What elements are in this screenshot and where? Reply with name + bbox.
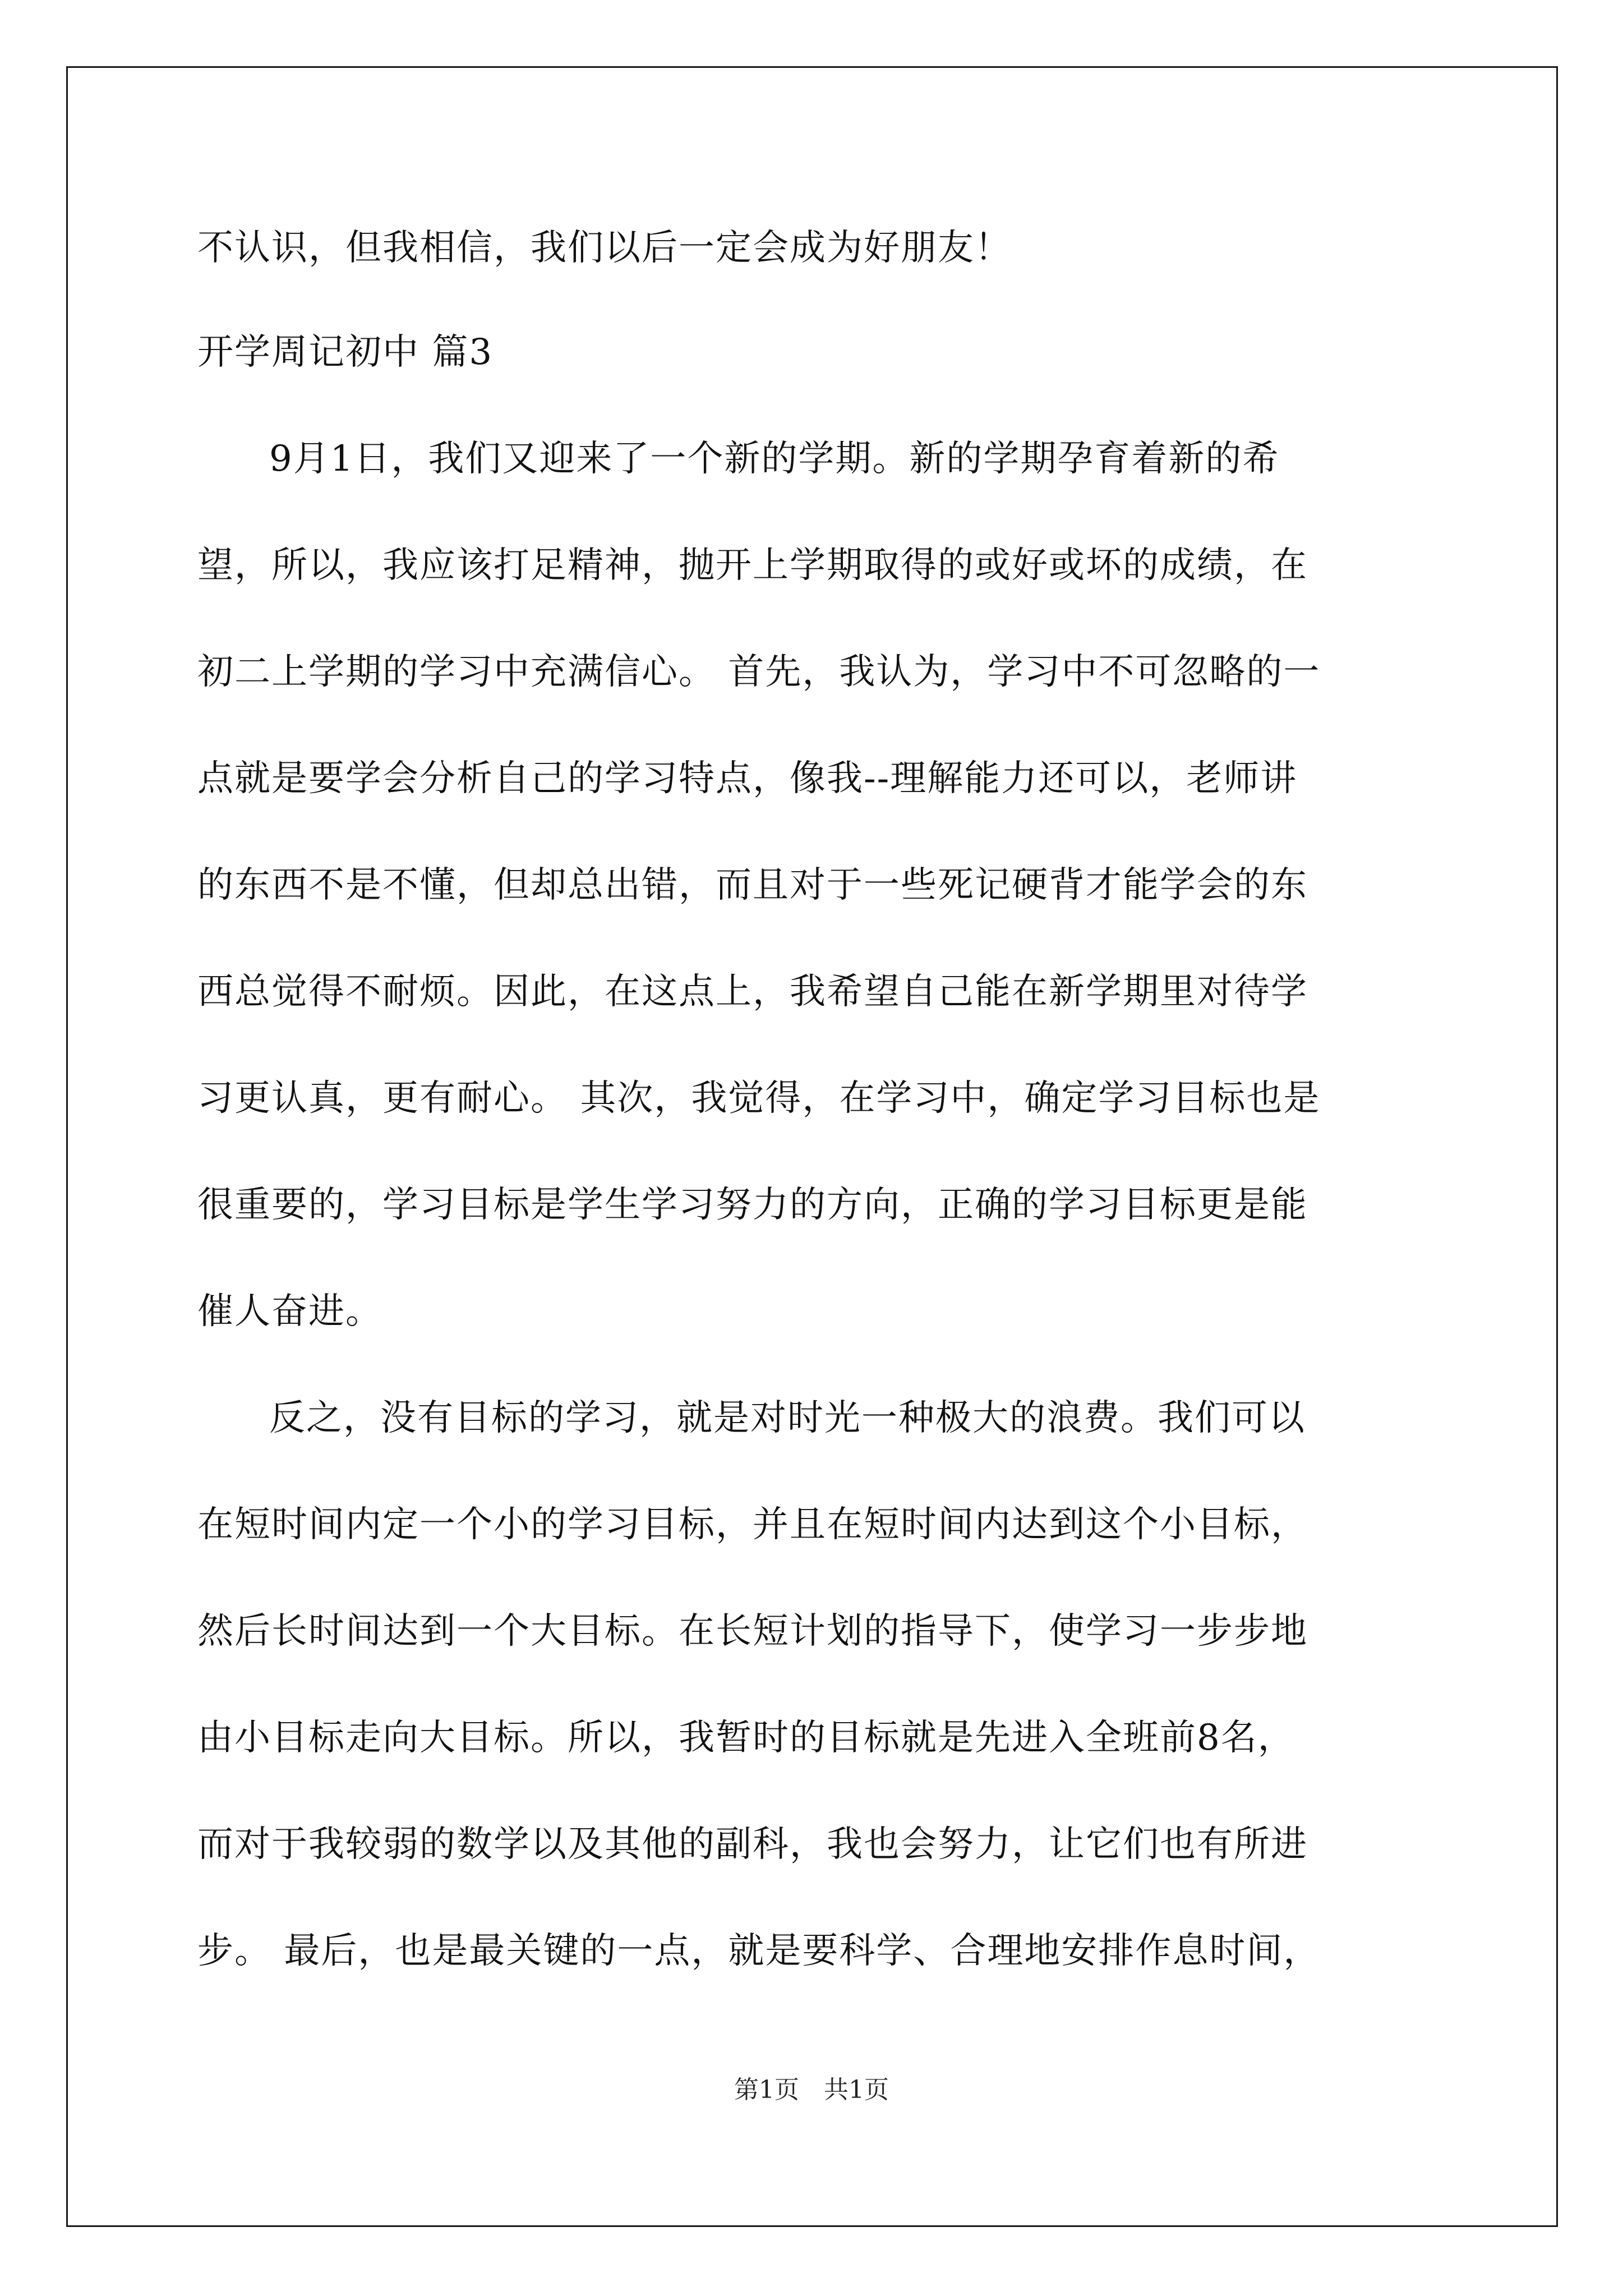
section-heading: 开学周记初中 篇3 bbox=[197, 332, 494, 373]
paragraph-1-line: 望，所以，我应该打足精神，抛开上学期取得的或好或坏的成绩，在 bbox=[197, 545, 1308, 586]
page-number-footer: 第1页 共1页 bbox=[734, 2076, 889, 2104]
paragraph-2-line: 而对于我较弱的数学以及其他的副科，我也会努力，让它们也有所进 bbox=[197, 1824, 1308, 1865]
paragraph-2-line: 步。 最后，也是最关键的一点，就是要科学、合理地安排作息时间， bbox=[197, 1930, 1321, 1972]
paragraph-2-line: 由小目标走向大目标。所以，我暂时的目标就是先进入全班前8名， bbox=[197, 1717, 1295, 1759]
paragraph-1-line: 的东西不是不懂，但却总出错，而且对于一些死记硬背才能学会的东 bbox=[197, 864, 1308, 906]
paragraph-1-line: 习更认真，更有耐心。 其次，我觉得，在学习中，确定学习目标也是 bbox=[197, 1078, 1321, 1119]
page-border bbox=[66, 66, 1558, 2227]
paragraph-2-line: 然后长时间达到一个大目标。在长短计划的指导下，使学习一步步地 bbox=[197, 1611, 1308, 1652]
paragraph-1-line: 9月1日，我们又迎来了一个新的学期。新的学期孕育着新的希 bbox=[269, 438, 1280, 480]
paragraph-2-line: 在短时间内定一个小的学习目标，并且在短时间内达到这个小目标， bbox=[197, 1504, 1308, 1545]
continuation-line: 不认识，但我相信，我们以后一定会成为好朋友！ bbox=[197, 227, 1012, 269]
paragraph-1-line: 催人奋进。 bbox=[197, 1291, 382, 1332]
paragraph-1-line: 点就是要学会分析自己的学习特点，像我--理解能力还可以，老师讲 bbox=[197, 758, 1298, 799]
paragraph-1-line: 西总觉得不耐烦。因此，在这点上，我希望自己能在新学期里对待学 bbox=[197, 971, 1308, 1013]
paragraph-2-line: 反之，没有目标的学习，就是对时光一种极大的浪费。我们可以 bbox=[269, 1397, 1306, 1439]
paragraph-1-line: 初二上学期的学习中充满信心。 首先，我认为，学习中不可忽略的一 bbox=[197, 651, 1321, 693]
paragraph-1-line: 很重要的，学习目标是学生学习努力的方向，正确的学习目标更是能 bbox=[197, 1184, 1308, 1226]
